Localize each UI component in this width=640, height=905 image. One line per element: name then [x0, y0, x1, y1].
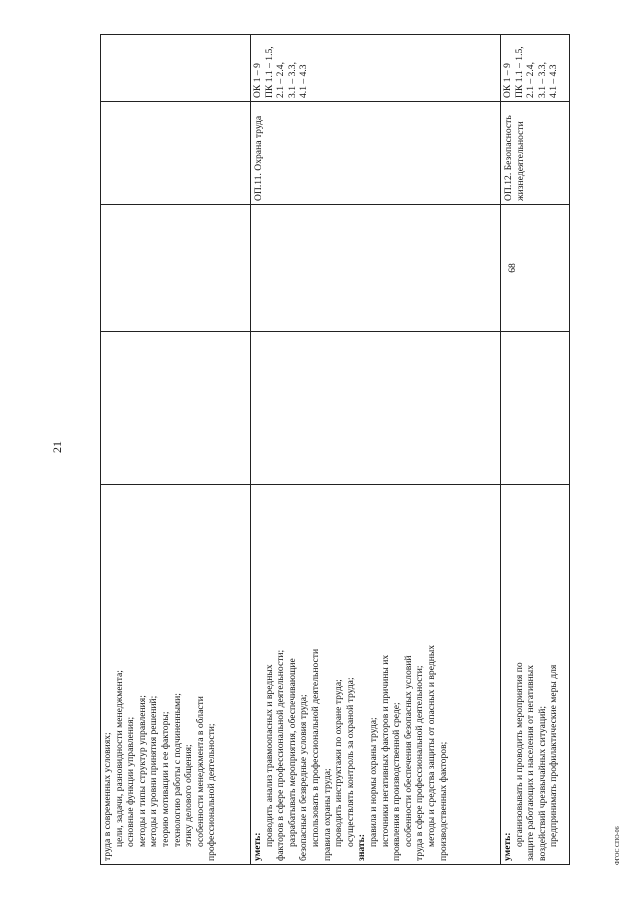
- row3-description: уметь: организовывать и проводить мероприятия по защите работающих и населения от негативных воздействий чрезвычайных ситуаций; предпринимать профилактические меры для: [501, 485, 570, 865]
- table-row: [101, 35, 251, 865]
- row2-hours: [251, 205, 501, 332]
- page-number: 21: [50, 441, 64, 453]
- row1-empty: [101, 332, 251, 485]
- row3-discipline: ОП.12. Безопасность жизнедеятельности: [501, 102, 570, 205]
- table-row: [501, 35, 570, 865]
- row3-empty: [501, 332, 570, 485]
- curriculum-table: [100, 34, 570, 865]
- row1-description: труда в современных условиях; цели, задачи, разновидности менеджмента; основные функции управления; методы и типы структур управления; методы и уровни принятия решений; теорию мотивации и ее факторы; технологию работы с подчиненными; этику делового общения; особенности менеджмента в области профессиональной деятельности;: [101, 485, 251, 865]
- footer-code: ФГОС СПО-06: [615, 826, 621, 865]
- table-row: [251, 35, 501, 865]
- row1-competences: [101, 35, 251, 102]
- row1-hours: [101, 205, 251, 332]
- row2-empty: [251, 332, 501, 485]
- row3-hours: 68: [501, 205, 570, 332]
- row1-discipline: [101, 102, 251, 205]
- row2-description: уметь: проводить анализ травмоопасных и вредных факторов в сфере профессиональной деятельности; разрабатывать мероприятия, обеспечивающие безопасные и безвредные условия труда; использовать в профессиональной деятельности правила охраны труда; проводить инструктажи по охране труда; осуществлять контроль за охраной труда; знать: правила и нормы охраны труда; источники негативных факторов и причины их проявления в производственной среде; особенности обеспечения безопасных условий труда в сфере профессиональной деятельности; методы и средства защиты от опасных и вредных производственных факторов;: [251, 485, 501, 865]
- row3-competences: ОК 1 – 9 ПК 1.1 – 1.5, 2.1 – 2.4, 3.1 – 3.3, 4.1 – 4.3: [501, 35, 570, 102]
- row2-discipline: ОП.11. Охрана труда: [251, 102, 501, 205]
- row2-competences: ОК 1 – 9 ПК 1.1 – 1.5, 2.1 – 2.4, 3.1 – 3.3, 4.1 – 4.3: [251, 35, 501, 102]
